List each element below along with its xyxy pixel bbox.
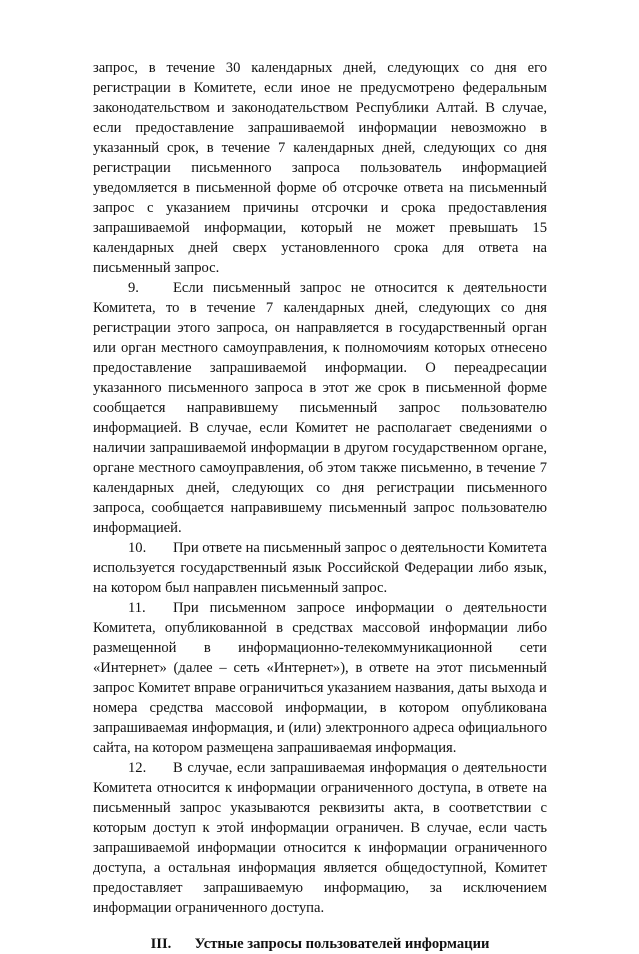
document-page xyxy=(93,58,547,954)
paragraph-continuation xyxy=(93,58,547,278)
paragraph-number: 9. xyxy=(128,280,139,296)
paragraph-11 xyxy=(93,598,547,758)
section-number: III. xyxy=(150,936,172,952)
paragraph-9 xyxy=(93,278,547,538)
section-heading xyxy=(93,934,547,954)
paragraph-text: При письменном запросе информации о деятельности Комитета, опубликованной в средствах массовой информации либо размещенной в информационно-телекоммуникационной сети «Интернет» (далее – сеть «Интернет»), в ответе на этот письменный запрос Комитет вправе ограничиться указанием названия, даты выхода и номера средства массовой информации, в котором опубликована запрашиваемая информация, и (или) электронного адреса официального сайта, на котором размещена запрашиваемая информация. xyxy=(93,600,547,756)
paragraph-10 xyxy=(93,538,547,598)
paragraph-text: Если письменный запрос не относится к деятельности Комитета, то в течение 7 календарных дней, следующих со дня регистрации этого запроса, он направляется в государственный орган или орган местного самоуправления, к полномочиям которых отнесено предоставление запрашиваемой информации. О переадресации указанного письменного запроса в этот же срок в письменной форме сообщается направившему письменный запрос пользователю информацией. В случае, если Комитет не располагает сведениями о наличии запрашиваемой информации в другом государственном органе, органе местного самоуправления, об этом также письменно, в течение 7 календарных дней, следующих со дня регистрации письменного запроса, сообщается направившему письменный запрос пользователю информацией. xyxy=(93,280,547,536)
paragraph-number: 11. xyxy=(128,600,146,616)
paragraph-number: 10. xyxy=(128,540,147,556)
section-title: Устные запросы пользователей информации xyxy=(194,936,490,952)
paragraph-text: При ответе на письменный запрос о деятельности Комитета используется государственный язык Российской Федерации либо язык, на котором был направлен письменный запрос. xyxy=(93,540,547,596)
paragraph-text: В случае, если запрашиваемая информация о деятельности Комитета относится к информации ограниченного доступа, в ответе на письменный запрос указываются реквизиты акта, в соответствии с которым доступ к этой информации ограничен. В случае, если часть запрашиваемой информации относится к информации ограниченного доступа, а остальная информация является общедоступной, Комитет предоставляет запрашиваемую информацию, за исключением информации ограниченного доступа. xyxy=(93,760,547,916)
paragraph-12 xyxy=(93,758,547,918)
paragraph-number: 12. xyxy=(128,760,147,776)
paragraph-text: запрос, в течение 30 календарных дней, следующих со дня его регистрации в Комитете, если иное не предусмотрено федеральным законодательством и законодательством Республики Алтай. В случае, если предоставление запрашиваемой информации невозможно в указанный срок, в течение 7 календарных дней, следующих со дня регистрации письменного запроса пользователь информацией уведомляется в письменной форме об отсрочке ответа на письменный запрос с указанием причины отсрочки и срока предоставления запрашиваемой информации, который не может превышать 15 календарных дней сверх установленного срока для ответа на письменный запрос. xyxy=(93,60,547,276)
